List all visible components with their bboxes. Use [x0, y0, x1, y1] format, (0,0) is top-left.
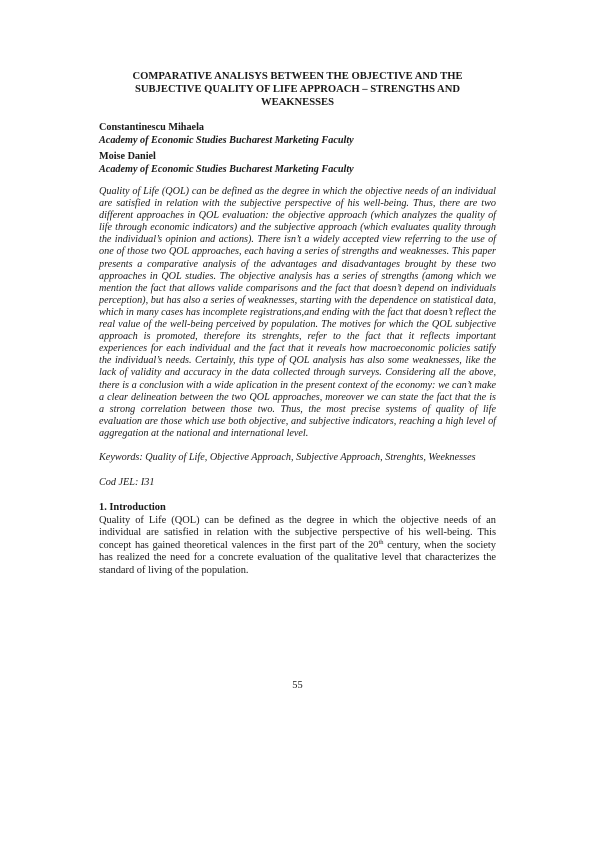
paper-page [99, 70, 496, 578]
author-affiliation: Academy of Economic Studies Bucharest Marketing Faculty [99, 134, 354, 146]
page-number: 55 [292, 680, 303, 691]
superscript-th: th [378, 538, 384, 546]
author-name: Moise Daniel [99, 151, 156, 162]
author-affiliation: Academy of Economic Studies Bucharest Marketing Faculty [99, 163, 354, 175]
keywords: Keywords: Quality of Life, Objective Approach, Subjective Approach, Strenghts, Weeknesses [99, 451, 476, 463]
author-block-1 [99, 122, 496, 147]
abstract: Quality of Life (QOL) can be defined as the degree in which the objective needs of an individual are satisfied in relation with the subjective perspective of his well-being. Thus, there are two different approaches in QOL evaluation: the objective approach (which analyzes the quality of life through economic indicators) and the subjective approach (which evaluates quality through the individual’s opinion and actions). There isn’t a widely accepted view referring to the use of one of those two QOL approaches, each having a series of strengths and weaknesses. This paper presents a comparative analysis of the advantages and disadvantages brought by these two approaches in QOL studies. The objective analysis has a series of strengths (among which we mention the fact that allows valide comparisons and the fact that doesn’t depend on individuals perception), but has also a series of weaknesses, starting with the dependence on statistical data, which in many cases has incomplete registrations,and ending with the fact that doesn’t reflect the real value of the well-being perceived by population. The motives for which the QOL subjective approach is promoted, therefore its strenghts, refer to the fact that it reflects important experiences for each individual and the fact that it reveals how macroeconomic policies satify the individual’s needs. Certainly, this type of QOL analysis has also some weaknesses, like the lack of validity and accuracy in the data collected through surveys. Considering all the above, there is a conclusion with a wide aplication in the present context of the economy: we can’t make a clear delineation between the two QOL approaches, moreover we can state the fact that the is a strong correlation between those two. Thus, the most precise systems of quality of life evaluation are those which use both objective, and subjective indicators, reaching a high level of aggregation at the national and international level. [99, 186, 496, 439]
introduction-text-part-2: century, when the society has realized the need for a concrete evaluation of the qualitative level that characterizes the standard of living of the population. [99, 539, 496, 577]
introduction-text-part-1: Quality of Life (QOL) can be defined as the degree in which the objective needs of an individual are satisfied in relation with the subjective perspective of his well-being. This concept has gained theoretical valences in the first part of the 20 [99, 514, 496, 551]
jel-code: Cod JEL: I31 [99, 477, 155, 489]
introduction-paragraph [99, 515, 496, 578]
paper-title: COMPARATIVE ANALISYS BETWEEN THE OBJECTIVE AND THE SUBJECTIVE QUALITY OF LIFE APPROACH – STRENGTHS AND WEAKNESSES [132, 71, 463, 108]
section-heading-introduction: 1. Introduction [99, 502, 166, 514]
author-block-2 [99, 151, 496, 176]
author-name: Constantinescu Mihaela [99, 122, 204, 133]
